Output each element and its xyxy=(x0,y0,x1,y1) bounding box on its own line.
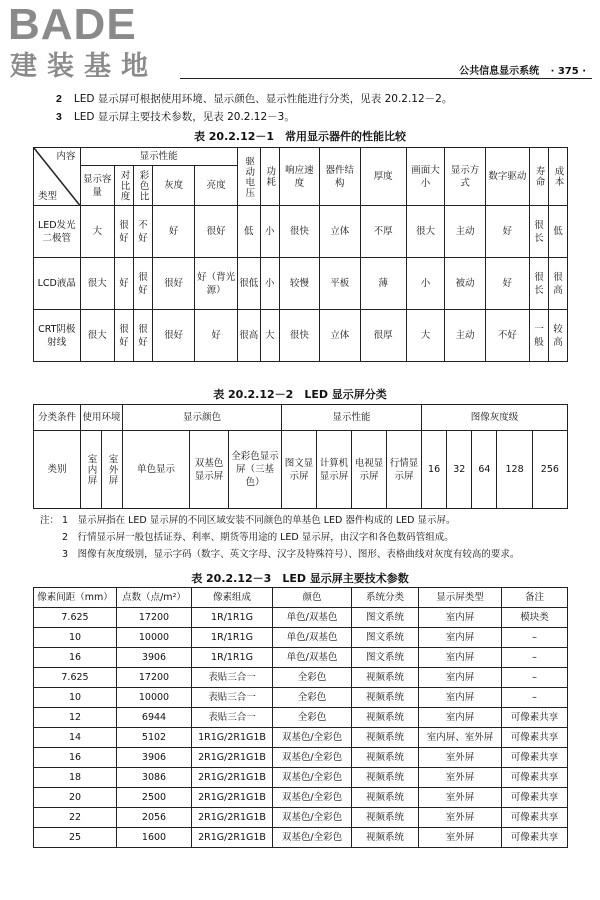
paragraph-text: LED 显示屏可根据使用环境、显示颜色、显示性能进行分类，见表 20.2.12－2。 xyxy=(73,93,453,105)
table-cell: 很高 xyxy=(548,258,567,310)
col-header: 颜色 xyxy=(273,588,352,608)
table-row xyxy=(34,206,568,258)
table-cell: 双基色/全彩色 xyxy=(273,748,352,768)
table-cell: 大 xyxy=(80,206,115,258)
table-cell: 计算机显示屏 xyxy=(317,431,352,509)
col-header: 像素间距（mm） xyxy=(34,588,117,608)
table-cell: 双基色/全彩色 xyxy=(273,788,352,808)
running-head xyxy=(459,62,586,77)
col-header: 系统分类 xyxy=(352,588,419,608)
header-rule xyxy=(180,78,592,79)
table-cell: 16 xyxy=(34,748,117,768)
col-header: 备注 xyxy=(502,588,568,608)
table-cell: 室外屏 xyxy=(419,788,502,808)
row-label: 类别 xyxy=(34,431,81,509)
table-cell: 视频系统 xyxy=(352,808,419,828)
table-cell: 16 xyxy=(422,431,447,509)
table-cell: 电视显示屏 xyxy=(352,431,387,509)
table-cell: 低 xyxy=(237,206,260,258)
table-cell: 很高 xyxy=(237,310,260,362)
table-cell: 好（背光源） xyxy=(195,258,238,310)
table-cell: 室外屏 xyxy=(102,431,123,509)
table-cell: 视频系统 xyxy=(352,728,419,748)
col-header: 亮度 xyxy=(195,166,238,206)
table-cell: 薄 xyxy=(360,258,406,310)
note-item xyxy=(40,529,519,546)
table3-caption: 表 20.2.12－3 LED 显示屏主要技术参数 xyxy=(191,572,409,585)
table-cell: – xyxy=(502,688,568,708)
table-cell: 2R1G/2R1G1B xyxy=(192,748,273,768)
table-cell: 好 xyxy=(115,258,134,310)
col-header: 灰度 xyxy=(152,166,194,206)
table-cell: 很好 xyxy=(133,258,152,310)
table-cell: 3086 xyxy=(117,768,192,788)
col-header: 数字驱动 xyxy=(485,148,529,206)
table-cell: 主动 xyxy=(445,206,485,258)
table-cell: – xyxy=(502,668,568,688)
table-cell: 被动 xyxy=(445,258,485,310)
table-cell: 很好 xyxy=(115,206,134,258)
table-cell: 很好 xyxy=(152,258,194,310)
table-cell: 双基色/全彩色 xyxy=(273,728,352,748)
table-cell: 全彩色显示屏（三基色） xyxy=(229,431,282,509)
table-cell: 2500 xyxy=(117,788,192,808)
table-cell: 图文系统 xyxy=(352,628,419,648)
page-number: · 375 · xyxy=(550,66,586,77)
table-cell: 主动 xyxy=(445,310,485,362)
table-cell: 20 xyxy=(34,788,117,808)
col-header: 成本 xyxy=(548,148,567,206)
table-cell: 室内屏、室外屏 xyxy=(419,728,502,748)
table-cell: 室外屏 xyxy=(419,828,502,848)
table-cell: 256 xyxy=(532,431,567,509)
table-cell: 可像素共享 xyxy=(502,708,568,728)
table-row xyxy=(34,788,568,808)
logo-subtitle: 建装基地 xyxy=(10,51,158,82)
col-header: 画面大小 xyxy=(406,148,444,206)
note-text: 显示屏指在 LED 显示屏的不同区域安装不同颜色的单基色 LED 器件构成的 LED 显示屏。 xyxy=(77,515,456,526)
table-cell: 7.625 xyxy=(34,608,117,628)
table-cell: 128 xyxy=(497,431,532,509)
table-cell: 1600 xyxy=(117,828,192,848)
table-cell: 5102 xyxy=(117,728,192,748)
table-cell: 低 xyxy=(548,206,567,258)
table-cell: 图文系统 xyxy=(352,608,419,628)
table-cell: 室外屏 xyxy=(419,808,502,828)
table-cell: 22 xyxy=(34,808,117,828)
paragraph-2 xyxy=(56,92,452,106)
table-cell: 一般 xyxy=(530,310,549,362)
row-label: LED发光二极管 xyxy=(34,206,81,258)
paragraph-number: 3 xyxy=(56,111,62,123)
table-cell: 14 xyxy=(34,728,117,748)
col-header: 寿命 xyxy=(530,148,549,206)
table-cell: 很长 xyxy=(530,206,549,258)
table-cell: 双基色显示屏 xyxy=(190,431,229,509)
table-cell: 行情显示屏 xyxy=(387,431,422,509)
table-cell: 可像素共享 xyxy=(502,768,568,788)
corner-cell: 分类条件 xyxy=(34,405,81,431)
col-header: 像素组成 xyxy=(192,588,273,608)
table-cell: 18 xyxy=(34,768,117,788)
col-header: 器件结构 xyxy=(320,148,360,206)
table-cell: 室内屏 xyxy=(419,688,502,708)
table-cell: 很好 xyxy=(133,310,152,362)
table-row xyxy=(34,648,568,668)
table-cell: 17200 xyxy=(117,668,192,688)
table-cell: 平板 xyxy=(320,258,360,310)
table2 xyxy=(33,404,568,509)
table-cell: 不好 xyxy=(133,206,152,258)
table-cell: 小 xyxy=(260,206,279,258)
table-cell: 模块类 xyxy=(502,608,568,628)
table-row xyxy=(34,828,568,848)
table-row xyxy=(34,310,568,362)
group-header: 图像灰度级 xyxy=(422,405,568,431)
table-cell: 很好 xyxy=(115,310,134,362)
table-row xyxy=(34,258,568,310)
table-cell: 1R/1R1G xyxy=(192,648,273,668)
table-row xyxy=(34,668,568,688)
table-cell: 单色显示 xyxy=(123,431,190,509)
table-row xyxy=(34,748,568,768)
table1-caption: 表 20.2.12－1 常用显示器件的性能比较 xyxy=(193,130,407,143)
col-header: 驱动电压 xyxy=(237,148,260,206)
table-cell: 很快 xyxy=(279,310,319,362)
table3-body xyxy=(34,608,568,848)
table-cell: 很好 xyxy=(152,310,194,362)
table-cell: 64 xyxy=(472,431,497,509)
table-cell: 1R/1R1G xyxy=(192,628,273,648)
table-cell: 很低 xyxy=(237,258,260,310)
table-cell: 室外屏 xyxy=(419,748,502,768)
table-cell: 视频系统 xyxy=(352,748,419,768)
table-cell: 7.625 xyxy=(34,668,117,688)
table-cell: 很好 xyxy=(195,206,238,258)
table-cell: 室内屏 xyxy=(419,608,502,628)
table-cell: 好 xyxy=(152,206,194,258)
table-cell: 大 xyxy=(406,310,444,362)
col-header: 显示屏类型 xyxy=(419,588,502,608)
table-cell: 很长 xyxy=(530,258,549,310)
col-header: 对比度 xyxy=(115,166,134,206)
table3 xyxy=(33,587,568,848)
table-cell: 25 xyxy=(34,828,117,848)
table-cell: 图文显示屏 xyxy=(282,431,317,509)
corner-bottom-label: 类型 xyxy=(38,191,58,202)
paragraph-3 xyxy=(56,110,295,124)
table-cell: 室内屏 xyxy=(419,668,502,688)
group-header: 显示颜色 xyxy=(123,405,282,431)
table-row xyxy=(34,768,568,788)
table-cell: 32 xyxy=(447,431,472,509)
note-item xyxy=(40,546,519,563)
note-item xyxy=(40,512,519,529)
row-label: LCD液晶 xyxy=(34,258,81,310)
table-cell: 可像素共享 xyxy=(502,728,568,748)
group-header: 显示性能 xyxy=(282,405,422,431)
running-title: 公共信息显示系统 xyxy=(459,66,540,77)
table-cell: 2R1G/2R1G1B xyxy=(192,788,273,808)
paragraph-number: 2 xyxy=(56,93,62,105)
table-cell: 视频系统 xyxy=(352,768,419,788)
table-cell: 很大 xyxy=(80,310,115,362)
table-cell: 全彩色 xyxy=(273,708,352,728)
table-cell: 3906 xyxy=(117,648,192,668)
table-cell: 单色/双基色 xyxy=(273,648,352,668)
table-cell: 视频系统 xyxy=(352,668,419,688)
table-cell: 视频系统 xyxy=(352,688,419,708)
table-cell: 可像素共享 xyxy=(502,788,568,808)
table-cell: 3906 xyxy=(117,748,192,768)
table-cell: 1R/1R1G xyxy=(192,608,273,628)
table-cell: 视频系统 xyxy=(352,828,419,848)
note-number: 3 xyxy=(62,549,69,560)
table-cell: 可像素共享 xyxy=(502,808,568,828)
col-header: 响应速度 xyxy=(279,148,319,206)
col-header: 功耗 xyxy=(260,148,279,206)
notes-label: 注： xyxy=(40,515,60,526)
group-header: 使用环境 xyxy=(81,405,123,431)
table-cell: 双基色/全彩色 xyxy=(273,768,352,788)
table-cell: 好 xyxy=(195,310,238,362)
table-cell: 17200 xyxy=(117,608,192,628)
table-cell: 10000 xyxy=(117,688,192,708)
table-cell: – xyxy=(502,648,568,668)
table-cell: 全彩色 xyxy=(273,688,352,708)
table-cell: 单色/双基色 xyxy=(273,628,352,648)
table-cell: 室内屏 xyxy=(419,648,502,668)
note-text: 图像有灰度级别，显示字码（数字、英文字母、汉字及特殊符号）、图形、表格曲线对灰度有较高的要求。 xyxy=(77,549,520,560)
table1-corner-cell xyxy=(34,148,81,206)
table-cell: 10 xyxy=(34,628,117,648)
table-cell: 16 xyxy=(34,648,117,668)
table-cell: 好 xyxy=(485,206,529,258)
table-cell: – xyxy=(502,628,568,648)
note-number: 1 xyxy=(62,515,69,526)
table-cell: 10 xyxy=(34,688,117,708)
table-cell: 2R1G/2R1G1B xyxy=(192,808,273,828)
table1 xyxy=(33,147,568,362)
table-row xyxy=(34,688,568,708)
table-cell: 室内屏 xyxy=(419,708,502,728)
table-cell: 较高 xyxy=(548,310,567,362)
table-cell: 很大 xyxy=(406,206,444,258)
note-text: 行情显示屏一般包括证券、利率、期货等用途的 LED 显示屏，由汉字和各色数码管组成。 xyxy=(77,532,454,543)
table-cell: 立体 xyxy=(320,310,360,362)
col-header: 彩色比 xyxy=(133,166,152,206)
table-cell: 表贴三合一 xyxy=(192,688,273,708)
table-cell: 小 xyxy=(406,258,444,310)
table-cell: 2R1G/2R1G1B xyxy=(192,768,273,788)
table-cell: 很厚 xyxy=(360,310,406,362)
table-cell: 双基色/全彩色 xyxy=(273,828,352,848)
table-cell: 10000 xyxy=(117,628,192,648)
table-cell: 视频系统 xyxy=(352,708,419,728)
col-header: 显示容量 xyxy=(80,166,115,206)
table-row xyxy=(34,628,568,648)
table-cell: 6944 xyxy=(117,708,192,728)
table-cell: 视频系统 xyxy=(352,788,419,808)
table-cell: 可像素共享 xyxy=(502,828,568,848)
table-cell: 小 xyxy=(260,258,279,310)
table-cell: 全彩色 xyxy=(273,668,352,688)
table-cell: 很快 xyxy=(279,206,319,258)
group-header: 显示性能 xyxy=(80,148,237,166)
table2-caption: 表 20.2.12－2 LED 显示屏分类 xyxy=(213,388,387,401)
table-cell: 图文系统 xyxy=(352,648,419,668)
table-cell: 不厚 xyxy=(360,206,406,258)
table-cell: 大 xyxy=(260,310,279,362)
table-row xyxy=(34,808,568,828)
table-cell: 立体 xyxy=(320,206,360,258)
col-header: 显示方式 xyxy=(445,148,485,206)
table-row xyxy=(34,608,568,628)
table-cell: 室内屏 xyxy=(419,628,502,648)
table-cell: 室外屏 xyxy=(419,768,502,788)
table-cell: 很大 xyxy=(80,258,115,310)
table-cell: 1R1G/2R1G1B xyxy=(192,728,273,748)
table-cell: 不好 xyxy=(485,310,529,362)
table-cell: 2R1G/2R1G1B xyxy=(192,828,273,848)
note-number: 2 xyxy=(62,532,69,543)
table-cell: 室内屏 xyxy=(81,431,102,509)
notes xyxy=(40,512,519,563)
corner-top-label: 内容 xyxy=(56,151,76,162)
col-header: 厚度 xyxy=(360,148,406,206)
table-cell: 好 xyxy=(485,258,529,310)
logo-text: BADE xyxy=(8,0,137,49)
table-cell: 可像素共享 xyxy=(502,748,568,768)
table-cell: 双基色/全彩色 xyxy=(273,808,352,828)
table-row xyxy=(34,708,568,728)
paragraph-text: LED 显示屏主要技术参数，见表 20.2.12－3。 xyxy=(73,111,295,123)
table-cell: 表贴三合一 xyxy=(192,668,273,688)
table-cell: 单色/双基色 xyxy=(273,608,352,628)
row-label: CRT阴极射线 xyxy=(34,310,81,362)
table-cell: 表贴三合一 xyxy=(192,708,273,728)
table-cell: 2056 xyxy=(117,808,192,828)
table-row xyxy=(34,728,568,748)
col-header: 点数（点/m²） xyxy=(117,588,192,608)
table-cell: 12 xyxy=(34,708,117,728)
table-cell: 较慢 xyxy=(279,258,319,310)
